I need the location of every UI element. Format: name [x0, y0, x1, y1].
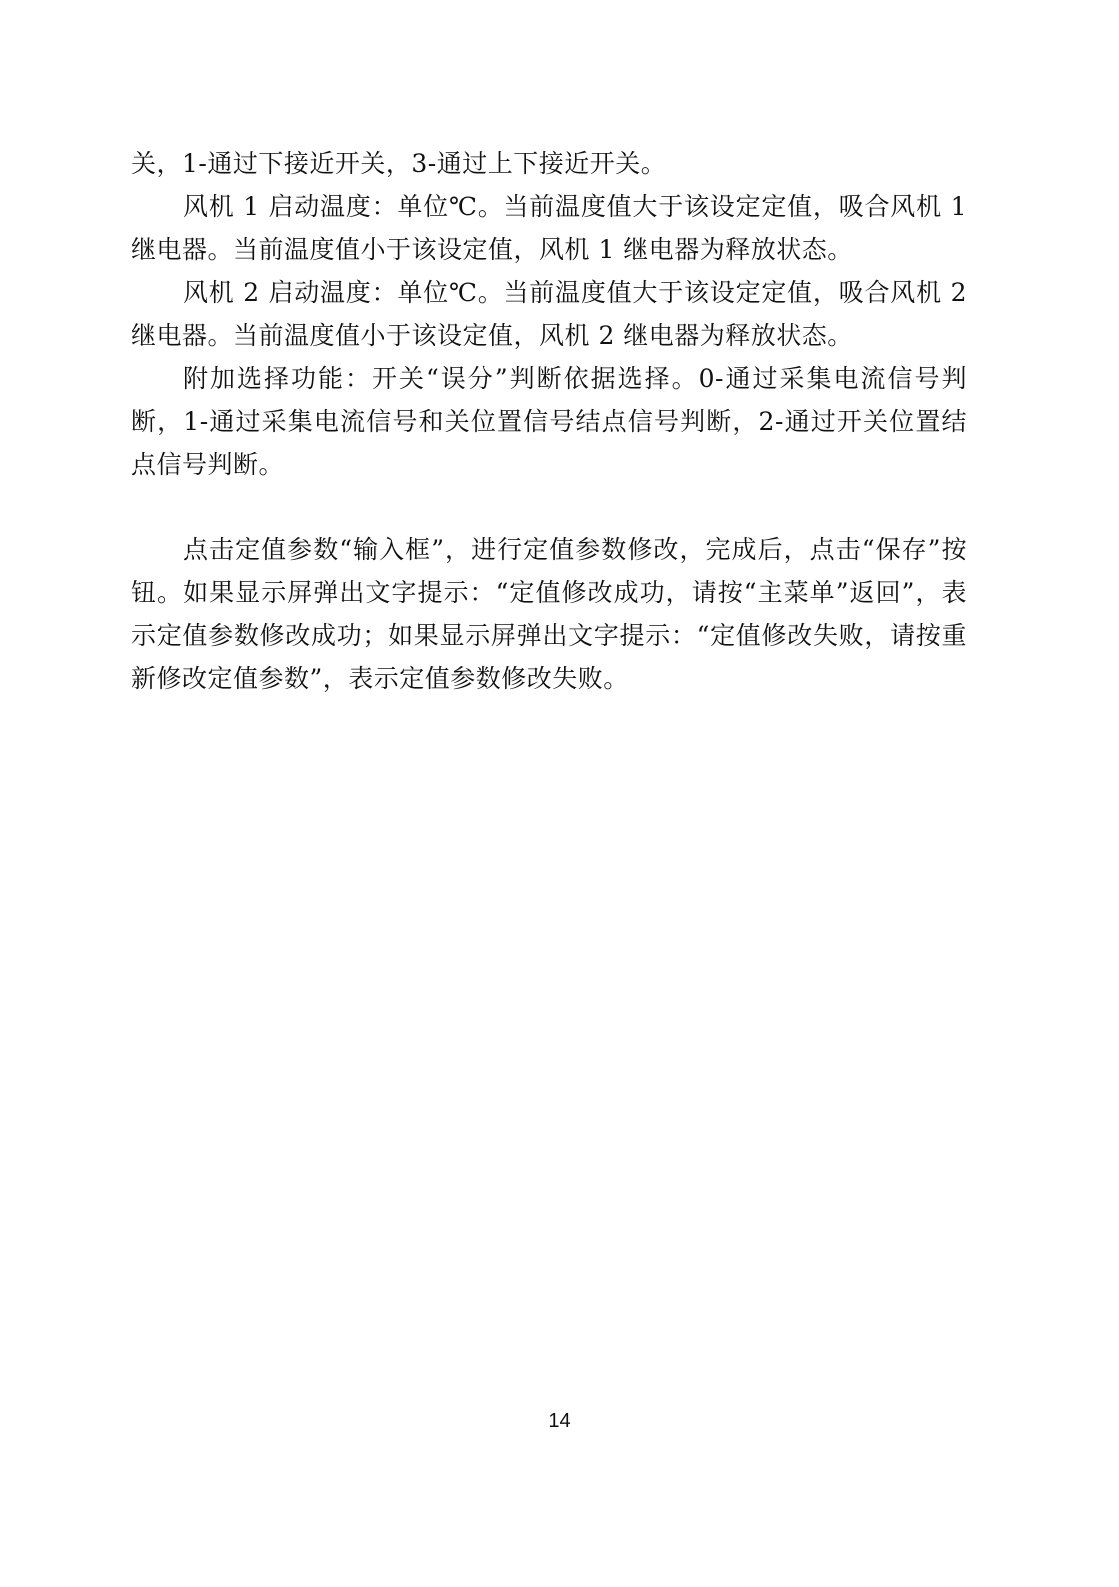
paragraph-additional-option: 附加选择功能：开关“误分”判断依据选择。0-通过采集电流信号判断，1-通过采集电流信号和关位置信号结点信号判断，2-通过开关位置结点信号判断。: [131, 364, 967, 479]
paragraph-fan2-start-temperature: 风机 2 启动温度：单位℃。当前温度值大于该设定定值，吸合风机 2 继电器。当前温度值小于该设定值，风机 2 继电器为释放状态。: [131, 278, 967, 350]
page-body: [131, 142, 967, 700]
page-number: 14: [548, 1410, 571, 1432]
paragraph-save-instructions: 点击定值参数“输入框”，进行定值参数修改，完成后，点击“保存”按钮。如果显示屏弹出文字提示：“定值修改成功，请按“主菜单”返回”，表示定值参数修改成功；如果显示屏弹出文字提示：“定值修改失败，请按重新修改定值参数”，表示定值参数修改失败。: [131, 535, 967, 693]
paragraph-continuation: 关，1-通过下接近开关，3-通过上下接近开关。: [131, 149, 667, 178]
paragraph-spacer: [131, 486, 967, 528]
paragraph-fan1-start-temperature: 风机 1 启动温度：单位℃。当前温度值大于该设定定值，吸合风机 1 继电器。当前温度值小于该设定值，风机 1 继电器为释放状态。: [131, 192, 967, 264]
